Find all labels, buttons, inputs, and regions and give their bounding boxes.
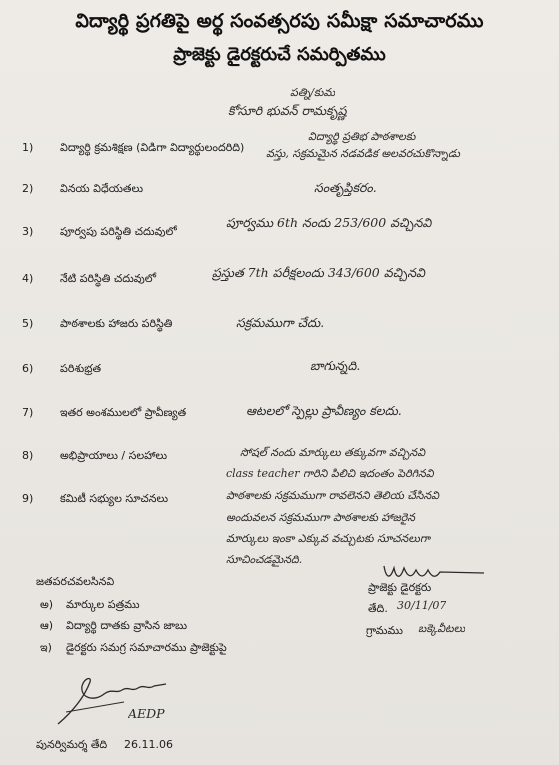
enclosure-item: డైరక్టరు సమగ్ర సమాచారము ప్రాజెక్టుపై xyxy=(66,641,227,654)
director-date: 30/11/07 xyxy=(397,599,447,612)
document-title: విద్యార్థి ప్రగతిపై అర్థ సంవత్సరపు సమీక్షా సమాచారము xyxy=(75,10,484,32)
document-subtitle: ప్రాజెక్టు డైరక్టరుచే సమర్పితము xyxy=(173,44,386,65)
row-value: సూచించడమైనది. xyxy=(226,553,303,566)
row-label: కమిటీ సభ్యుల సూచనలు xyxy=(60,492,169,505)
director-title: ప్రాజెక్టు డైరక్టరు xyxy=(368,581,432,594)
enclosure-marker: ఇ) xyxy=(40,641,52,654)
row-value: ఆటలలో స్పెల్లు ప్రావీణ్యం కలదు. xyxy=(246,403,402,418)
row-number: 6) xyxy=(22,362,34,375)
row-number: 5) xyxy=(22,317,34,330)
enclosure-marker: ఆ) xyxy=(40,619,54,632)
row-label: పూర్వపు పరిస్థితి చదువులో xyxy=(60,225,177,238)
row-number: 7) xyxy=(22,406,34,419)
row-label: పాఠశాలకు హాజరు పరిస్థితి xyxy=(60,317,173,330)
row-value: అందువలన సక్రమముగా పాఠశాలకు హాజరైన xyxy=(226,511,416,524)
row-value: విద్యార్థి ప్రతిభ పాఠశాలకు xyxy=(308,130,416,143)
row-value: ప్రస్తుత 7th పరీక్షలందు 343/600 వచ్చినవి xyxy=(212,265,425,280)
row-label: వినయ విధేయతలు xyxy=(60,182,144,195)
row-number: 2) xyxy=(22,182,34,195)
enclosure-item: మార్కుల పత్రము xyxy=(66,598,140,611)
row-number: 4) xyxy=(22,272,34,285)
review-date: 26.11.06 xyxy=(124,738,173,751)
row-number: 9) xyxy=(22,492,34,505)
reviewer-initials: AEDP xyxy=(128,706,165,721)
row-number: 1) xyxy=(22,141,34,154)
row-label: ఇతర అంశములలో ప్రావీణ్యత xyxy=(60,406,187,419)
row-value: బాగున్నది. xyxy=(310,358,361,373)
review-date-label: పునర్విమర్శ తేది xyxy=(36,738,108,751)
row-value: సంతృప్తికరం. xyxy=(314,180,377,195)
row-value: వస్తు, సక్రమమైన నడవడిక అలవరచుకొన్నాడు xyxy=(266,147,460,160)
village-name: బక్కెవీటలు xyxy=(418,622,466,635)
director-date-label: తేది. xyxy=(368,602,388,615)
row-number: 8) xyxy=(22,449,34,462)
row-label: అభిప్రాయాలు / సలహాలు xyxy=(60,449,168,462)
student-name: కోసూరి భువన్ రామకృష్ణ xyxy=(228,103,347,118)
enclosures-heading: జతపరచవలసినవి xyxy=(36,575,115,588)
row-number: 3) xyxy=(22,225,34,238)
row-value: పూర్వము 6th నందు 253/600 వచ్చినవి xyxy=(226,215,432,230)
row-value: సోషల్ నందు మార్కులు తక్కువగా వచ్చినవి xyxy=(240,446,426,459)
row-value: పాఠశాలకు సక్రమముగా రావలెనని తెలియ చేసినవి xyxy=(226,489,439,502)
row-label: విద్యార్థి క్రమశిక్షణ (విడిగా విద్యార్థులందరిది) xyxy=(60,141,245,154)
row-value: సక్రమముగా చేదు. xyxy=(236,315,325,330)
village-label: గ్రామము xyxy=(366,624,403,637)
row-value: class teacher గారిని పిలిచి ఇదంతం పెరిగినవి xyxy=(226,467,434,480)
row-label: నేటి పరిస్థితి చదువులో xyxy=(60,272,157,285)
row-value: మార్కులు ఇంకా ఎక్కువ వచ్చుటకు సూచనలుగా xyxy=(226,532,430,545)
row-label: పరిశుభ్రత xyxy=(60,362,102,375)
student-caption: పత్ని/కుమ xyxy=(290,86,336,99)
enclosure-item: విద్యార్థి దాతకు వ్రాసిన జాబు xyxy=(66,619,188,632)
enclosure-marker: అ) xyxy=(40,598,54,611)
